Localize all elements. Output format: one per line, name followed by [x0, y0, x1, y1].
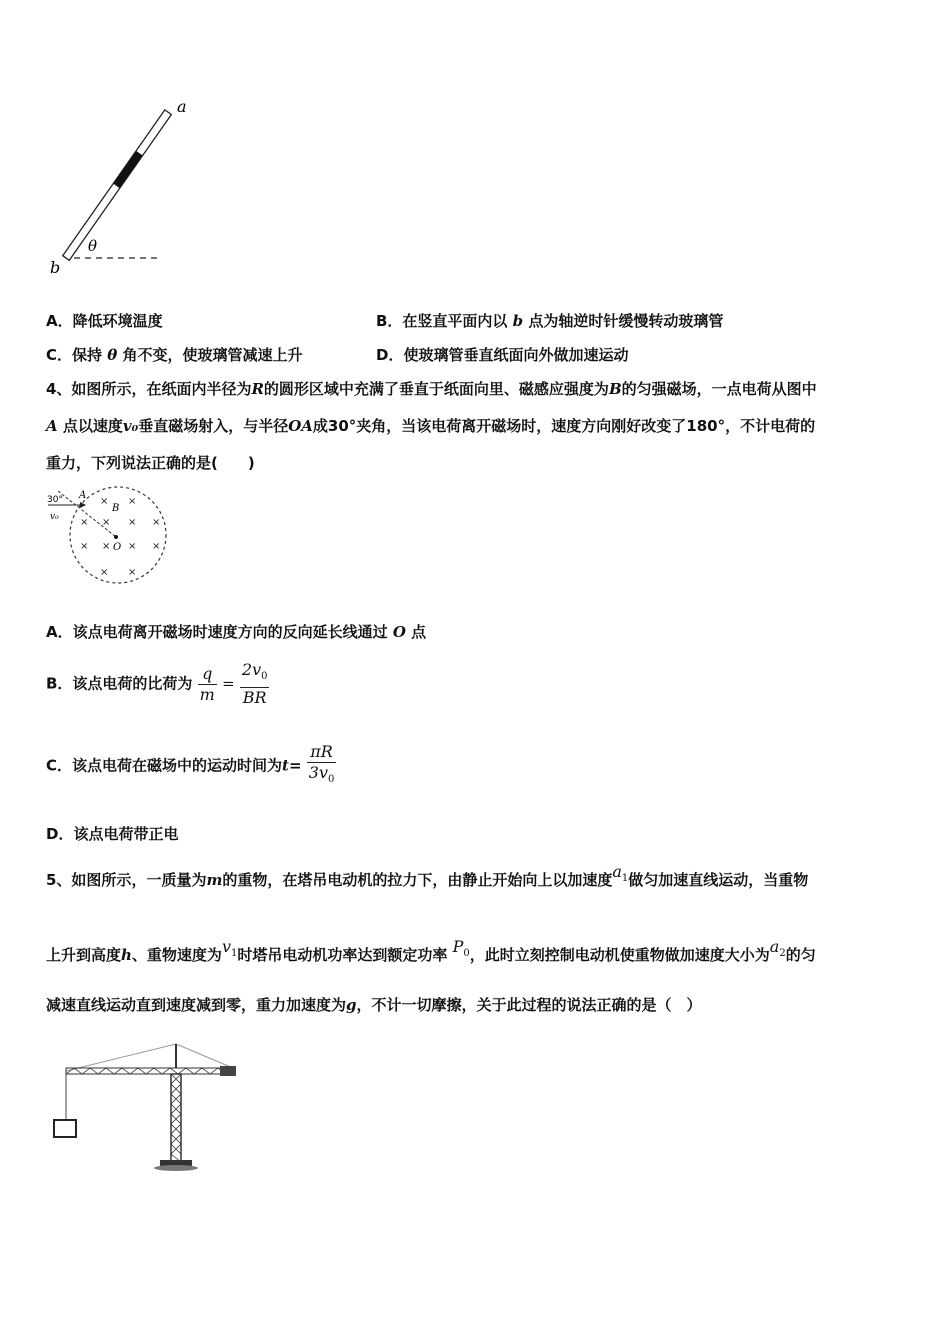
- q5-stem-line1: 5、如图所示，一质量为m的重物，在塔吊电动机的拉力下，由静止开始向上以加速度$a_1$做匀加速直线运动，当重物: [46, 862, 809, 889]
- field-cross: ×: [128, 496, 137, 507]
- o-label: O: [113, 542, 122, 553]
- q4-option-b: B．该点电荷的比荷为 $\frac{q}{m}$ = $\frac{2v_0}{BR}$: [46, 660, 268, 708]
- b-label: B: [112, 503, 120, 514]
- counterweight: [220, 1066, 236, 1076]
- glass-tube: [63, 110, 172, 260]
- q3-option-b: B．在竖直平面内以 b 点为轴逆时针缓慢转动玻璃管: [376, 312, 724, 330]
- angle-label: 30°: [47, 495, 63, 505]
- time-formula: $\frac{\pi R}{3v_0}$: [308, 742, 335, 786]
- field-cross: ×: [100, 567, 109, 578]
- field-cross: ×: [80, 541, 89, 552]
- q4-stem-line2: A 点以速度v₀垂直磁场射入，与半径OA成30°夹角，当该电荷离开磁场时，速度方向刚好改变了180°，不计电荷的: [46, 417, 816, 435]
- field-cross: ×: [102, 541, 111, 552]
- field-cross: ×: [128, 517, 137, 528]
- tower-crane-figure: [48, 1040, 248, 1175]
- q5-stem-line2: 上升到高度h、重物速度为$v_1$时塔吊电动机功率达到额定功率 $P_0$，此时立刻控制电动机使重物做加速度大小为$a_2$的匀: [46, 937, 816, 964]
- q3-option-a: A．降低环境温度: [46, 312, 163, 330]
- point-a-label: A: [79, 490, 87, 501]
- jib-tie: [66, 1044, 176, 1071]
- field-cross: ×: [80, 517, 89, 528]
- field-cross: ×: [152, 517, 161, 528]
- q5-stem-line3: 减速直线运动直到速度减到零，重力加速度为g，不计一切摩擦，关于此过程的说法正确的是（ ）: [46, 996, 702, 1014]
- ratio-result: $\frac{2v_0}{BR}$: [241, 660, 268, 708]
- field-cross: ×: [128, 541, 137, 552]
- load-weight: [54, 1120, 76, 1137]
- base-shadow: [154, 1165, 198, 1171]
- crane-tower: [171, 1074, 181, 1162]
- field-cross: ×: [102, 517, 111, 528]
- field-cross: ×: [128, 567, 137, 578]
- q4-stem-line3: 重力，下列说法正确的是( ): [46, 454, 255, 472]
- field-cross: ×: [100, 496, 109, 507]
- field-boundary: [70, 487, 166, 583]
- field-cross: ×: [152, 541, 161, 552]
- crane-jib: [66, 1068, 234, 1074]
- label-a: a: [177, 97, 187, 116]
- v0-label: v₀: [50, 512, 59, 522]
- mercury-column: [113, 151, 142, 188]
- q3-option-c: C．保持 θ 角不变，使玻璃管减速上升: [46, 346, 303, 364]
- q4-stem-line1: 4、如图所示，在纸面内半径为R的圆形区域中充满了垂直于纸面向里、磁感应强度为B的匀强磁场，一点电荷从图中: [46, 380, 817, 398]
- q4-option-c: C．该点电荷在磁场中的运动时间为t= $\frac{\pi R}{3v_0}$: [46, 742, 336, 786]
- tube-figure: [40, 95, 187, 280]
- label-theta: θ: [88, 237, 98, 255]
- label-b: b: [50, 258, 61, 277]
- q4-option-a: A．该点电荷离开磁场时速度方向的反向延长线通过 O 点: [46, 623, 427, 641]
- magnetic-field-figure: [42, 483, 172, 588]
- q4-option-d: D．该点电荷带正电: [46, 825, 179, 843]
- charge-mass-ratio: $\frac{q}{m}$: [199, 663, 215, 704]
- center-o: [114, 535, 118, 539]
- q3-option-d: D．使玻璃管垂直纸面向外做加速运动: [376, 346, 629, 364]
- counter-tie: [176, 1044, 233, 1068]
